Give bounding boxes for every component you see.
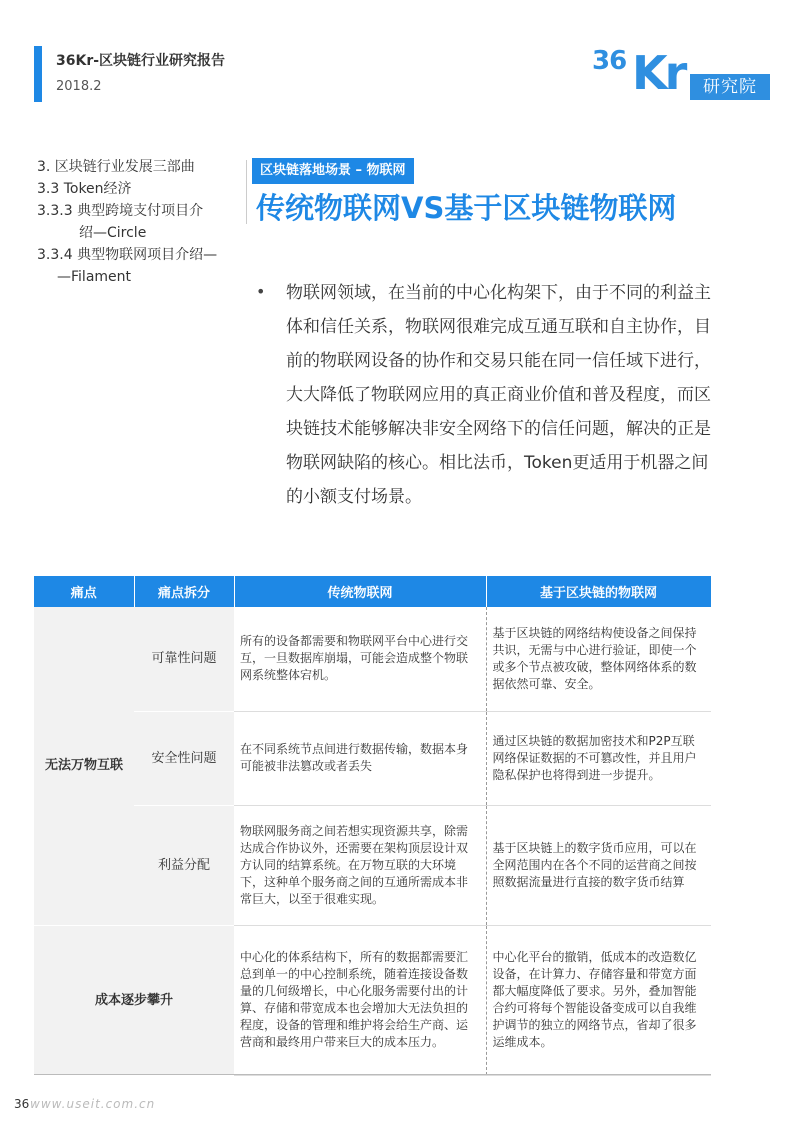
table-bottom-rule	[34, 1074, 711, 1075]
toc-divider	[246, 160, 247, 224]
header-cell-traditional: 传统物联网	[234, 576, 486, 607]
report-title: 36Kr-区块链行业研究报告	[56, 53, 226, 69]
pain-point-cell: 无法万物互联	[34, 607, 134, 925]
header-accent-bar	[34, 46, 42, 102]
comparison-table	[34, 576, 712, 1076]
header-cell-split: 痛点拆分	[134, 576, 234, 607]
toc-item[interactable]: 3.3 Token经济	[37, 181, 132, 197]
traditional-iot-cell: 物联网服务商之间若想实现资源共享，除需达成合作协议外，还需要在架构顶层设计双方认同的结算系统。在万物互联的大环境下，这种单个服务商之间的互通所需成本非常巨大，以至于很难实现。	[234, 805, 486, 925]
toc-item[interactable]: 3.3.4 典型物联网项目介绍—	[37, 247, 218, 263]
table-header-row	[34, 576, 711, 607]
table-of-contents	[37, 156, 237, 288]
traditional-iot-cell: 所有的设备都需要和物联网平台中心进行交互，一旦数据库崩塌，可能会造成整个物联网系统整体宕机。	[234, 607, 486, 711]
blockchain-iot-cell: 基于区块链上的数字货币应用，可以在全网范围内在各个不同的运营商之间按照数据流量进行直接的数字货币结算	[486, 805, 711, 925]
table-row	[34, 607, 711, 711]
toc-item-continuation[interactable]: —Filament	[57, 269, 132, 285]
logo-number: 36	[592, 46, 627, 76]
36kr-research-logo	[592, 42, 772, 104]
header-cell-blockchain: 基于区块链的物联网	[486, 576, 711, 607]
table-row	[34, 805, 711, 925]
table-row	[34, 925, 711, 1075]
pain-split-cell: 安全性问题	[134, 711, 234, 805]
logo-kr: Kr	[632, 46, 685, 100]
blockchain-iot-cell: 中心化平台的撤销，低成本的改造数亿设备，在计算力、存储容量和带宽方面都大幅度降低了要求。另外，叠加智能合约可将每个智能设备变成可以自我维护调节的独立的网络节点，省却了很多运维成本。	[486, 925, 711, 1075]
toc-item[interactable]: 3.3.3 典型跨境支付项目介	[37, 203, 204, 219]
toc-item-continuation[interactable]: 绍—Circle	[79, 225, 147, 241]
traditional-iot-cell: 中心化的体系结构下，所有的数据都需要汇总到单一的中心控制系统，随着连接设备数量的几何级增长，中心化服务需要付出的计算、存储和带宽成本也会增加大无法负担的程度，设备的管理和维护将会给生产商、运营商和最终用户带来巨大的成本压力。	[234, 925, 486, 1075]
header-cell-pain: 痛点	[34, 576, 134, 607]
watermark: www.useit.com.cn	[30, 1097, 156, 1111]
bullet-icon: •	[256, 282, 266, 301]
pain-point-cell: 成本逐步攀升	[34, 925, 234, 1075]
pain-split-cell: 利益分配	[134, 805, 234, 925]
logo-box-label: 研究院	[690, 74, 770, 100]
traditional-iot-cell: 在不同系统节点间进行数据传输，数据本身可能被非法篡改或者丢失	[234, 711, 486, 805]
toc-item[interactable]: 3. 区块链行业发展三部曲	[37, 159, 195, 175]
body-paragraph: 物联网领域，在当前的中心化构架下，由于不同的利益主体和信任关系，物联网很难完成互通互联和自主协作，目前的物联网设备的协作和交易只能在同一信任域下进行，大大降低了物联网应用的真正商业价值和普及程度，而区块链技术能够解决非安全网络下的信任问题，解决的正是物联网缺陷的核心。相比法币，Token更适用于机器之间的小额支付场景。	[286, 283, 711, 507]
blockchain-iot-cell: 基于区块链的网络结构使设备之间保持共识，无需与中心进行验证，即使一个或多个节点被攻破，整体网络体系的数据依然可靠、安全。	[486, 607, 711, 711]
blockchain-iot-cell: 通过区块链的数据加密技术和P2P互联网络保证数据的不可篡改性，并且用户隐私保护也将得到进一步提升。	[486, 711, 711, 805]
table-row	[34, 711, 711, 805]
page-title: 传统物联网VS基于区块链物联网	[256, 191, 677, 225]
pain-split-cell: 可靠性问题	[134, 607, 234, 711]
report-date: 2018.2	[56, 79, 102, 94]
section-tag: 区块链落地场景 – 物联网	[252, 158, 414, 184]
page-number: 36	[14, 1097, 30, 1111]
